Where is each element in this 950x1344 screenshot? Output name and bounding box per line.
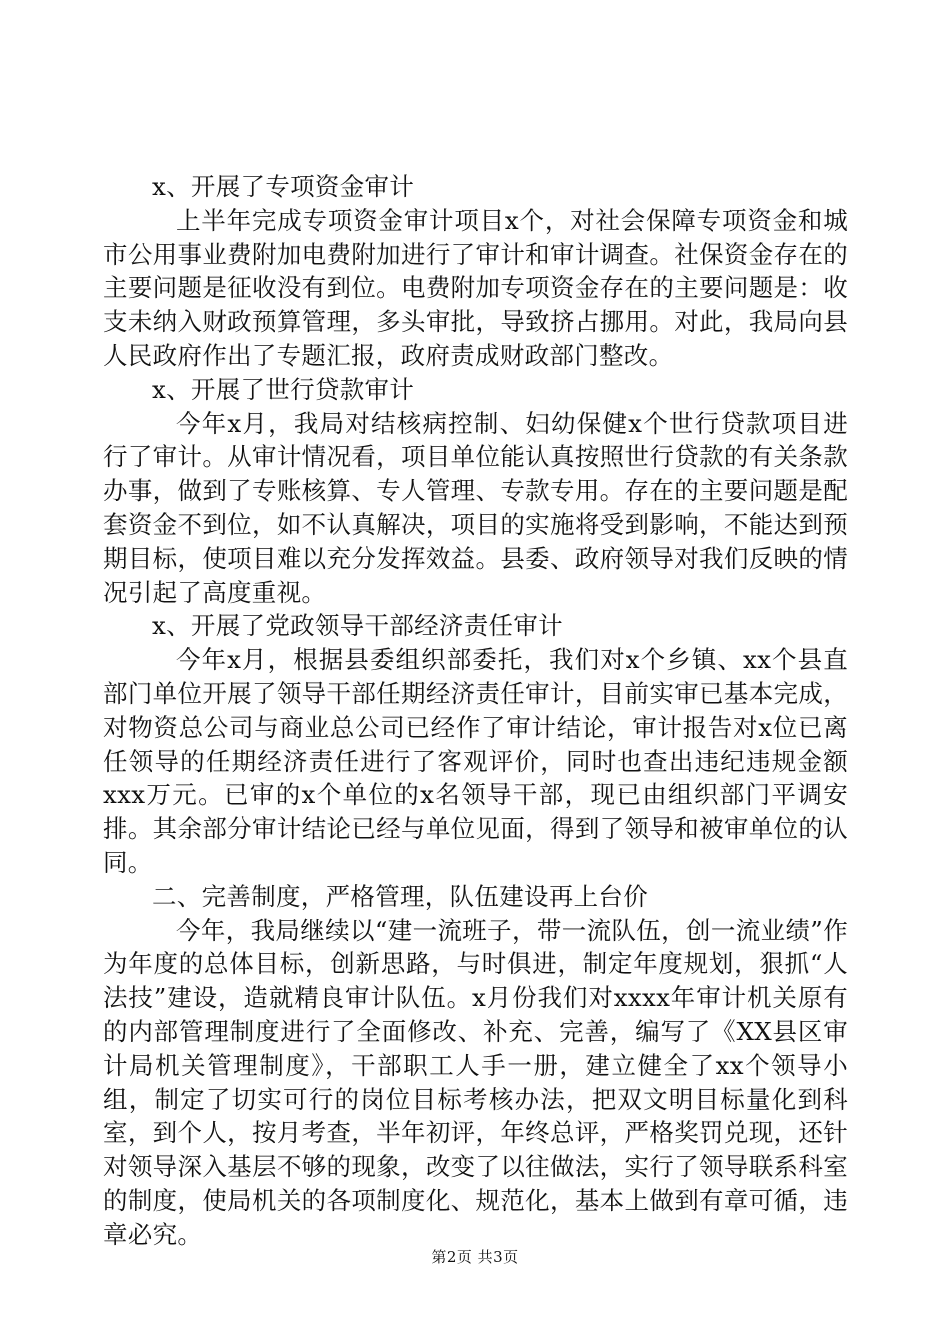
paragraph-economic-responsibility-audit: 今年x月，根据县委组织部委托，我们对x个乡镇、xx个县直部门单位开展了领导干部任期经济责任审计，目前实审已基本完成，对物资总公司与商业总公司已经作了审计结论，审计报告对x位已离任领导的任期经济责任进行了客观评价，同时也查出违纪违规金额xxx万元。已审的x个单位的x名领导干部，现已由组织部门平调安排。其余部分审计结论已经与单位见面，得到了领导和被审单位的认同。 (103, 645, 848, 877)
paragraph-improve-system: 今年，我局继续以“建一流班子，带一流队伍，创一流业绩”作为年度的总体目标，创新思路，与时俱进，制定年度规划，狠抓“人法技”建设，造就精良审计队伍。x月份我们对xxxx年审计机关原有的内部管理制度进行了全面修改、补充、完善，编写了《XX县区审计局机关管理制度》，干部职工人手一册，建立健全了xx个领导小组，制定了切实可行的岗位目标考核办法，把双文明目标量化到科室，到个人，按月考查，半年初评，年终总评，严格奖罚兑现，还针对领导深入基层不够的现象，改变了以往做法，实行了领导联系科室的制度，使局机关的各项制度化、规范化，基本上做到有章可循，违章必究。 (103, 915, 848, 1249)
document-body (103, 170, 848, 1252)
paragraph-world-bank-loan-audit: 今年x月，我局对结核病控制、妇幼保健x个世行贷款项目进行了审计。从审计情况看，项目单位能认真按照世行贷款的有关条款办事，做到了专账核算、专人管理、专款专用。存在的主要问题是配套资金不到位，如不认真解决，项目的实施将受到影响，不能达到预期目标，使项目难以充分发挥效益。县委、政府领导对我们反映的情况引起了高度重视。 (103, 408, 848, 607)
section-heading-special-funds-audit: x、开展了专项资金审计 (152, 172, 415, 201)
section-heading-improve-system: 二、完善制度，严格管理，队伍建设再上台价 (152, 881, 648, 911)
section-heading-economic-responsibility-audit: x、开展了党政领导干部经济责任审计 (152, 611, 563, 641)
paragraph-special-funds-audit: 上半年完成专项资金审计项目x个，对社会保障专项资金和城市公用事业费附加电费附加进行了审计和审计调查。社保资金存在的主要问题是征收没有到位。电费附加专项资金存在的主要问题是：收支未纳入财政预算管理，多头审批，导致挤占挪用。对此，我局向县人民政府作出了专题汇报，政府责成财政部门整改。 (103, 205, 848, 370)
section-heading-world-bank-loan-audit: x、开展了世行贷款审计 (152, 374, 415, 404)
page-footer: 第2页 共3页 (431, 1248, 519, 1266)
